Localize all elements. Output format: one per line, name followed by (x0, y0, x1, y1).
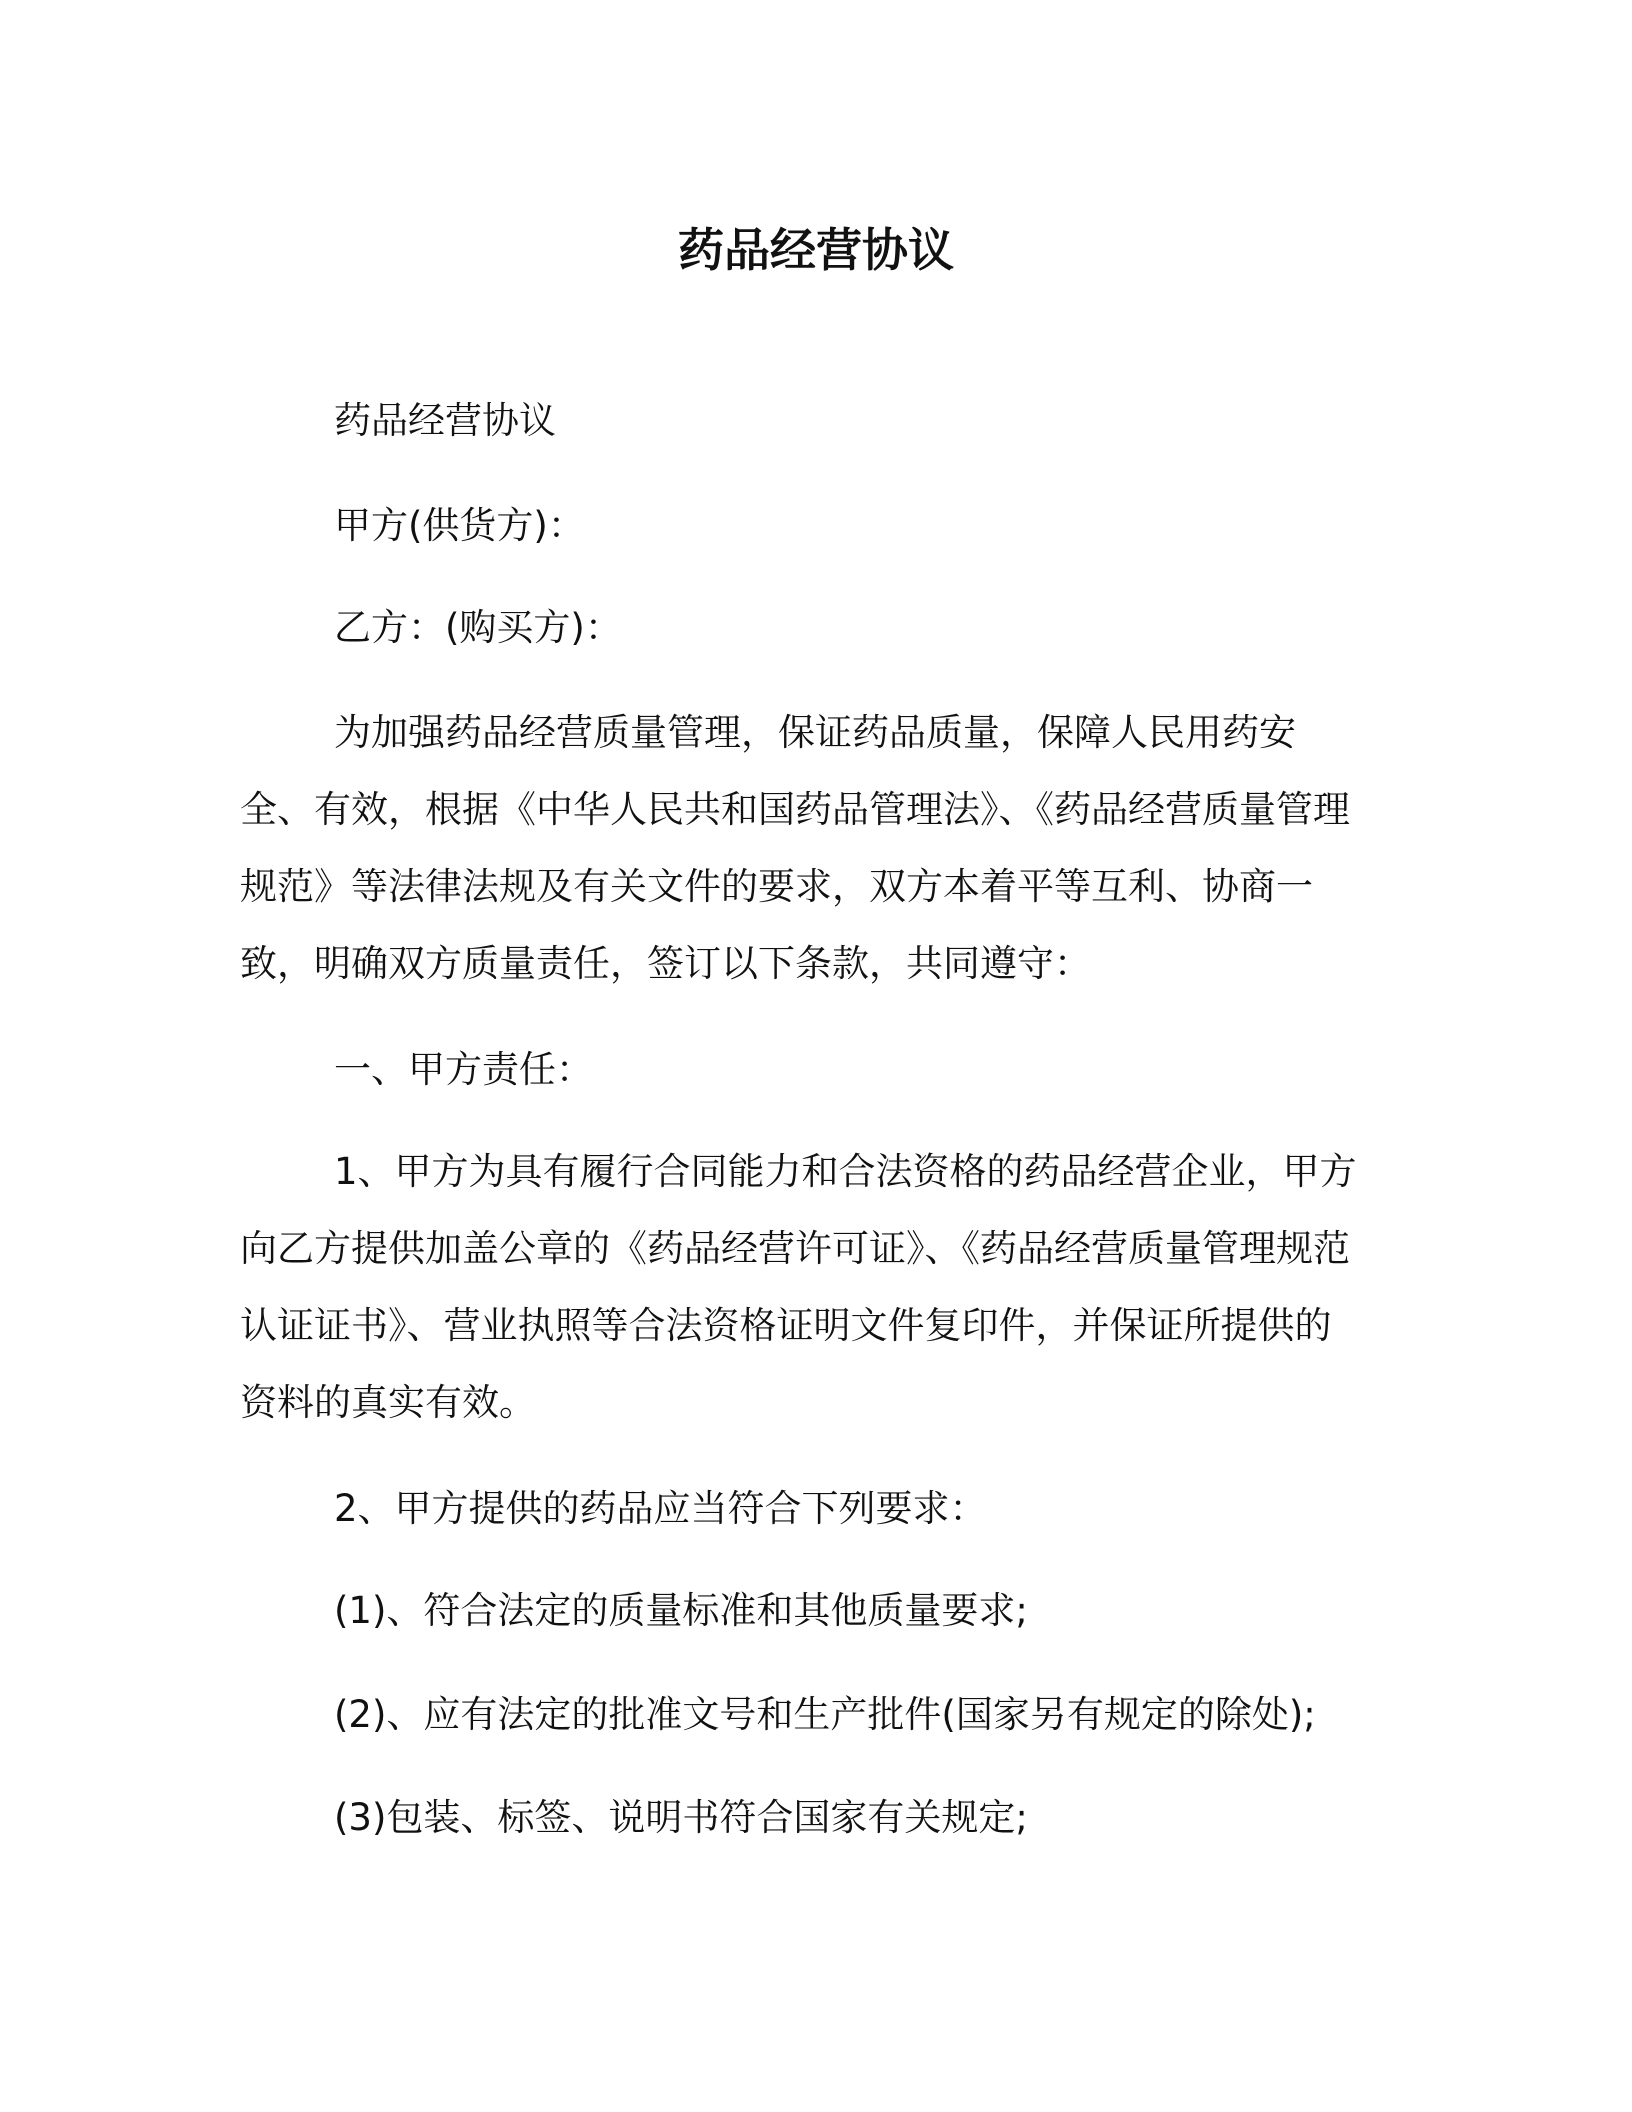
section-heading-party-a: 一、甲方责任： (334, 1048, 593, 1091)
requirement-1-paragraph: (1)、符合法定的质量标准和其他质量要求; (334, 1589, 1028, 1632)
clause-1-paragraph: 1、甲方为具有履行合同能力和合法资格的药品经营企业，甲方向乙方提供加盖公章的《药品经营许可证》、《药品经营质量管理规范认证证书》、营业执照等合法资格证明文件复印件，并保证所提供的资料的真实有效。 (240, 1150, 1357, 1424)
preamble-paragraph: 为加强药品经营质量管理，保证药品质量，保障人民用药安全、有效，根据《中华人民共和国药品管理法》、《药品经营质量管理规范》等法律法规及有关文件的要求，双方本着平等互利、协商一致，明确双方质量责任，签订以下条款，共同遵守： (240, 711, 1350, 985)
document-title: 药品经营协议 (678, 223, 954, 277)
requirement-3-paragraph: (3)包装、标签、说明书符合国家有关规定; (334, 1796, 1028, 1839)
paragraph-heading: 药品经营协议 (334, 399, 556, 442)
clause-2-paragraph: 2、甲方提供的药品应当符合下列要求： (334, 1487, 987, 1530)
party-a-line: 甲方(供货方)： (334, 504, 585, 547)
party-b-line: 乙方：(购买方)： (334, 606, 622, 649)
requirement-2-paragraph: (2)、应有法定的批准文号和生产批件(国家另有规定的除处); (334, 1693, 1316, 1736)
